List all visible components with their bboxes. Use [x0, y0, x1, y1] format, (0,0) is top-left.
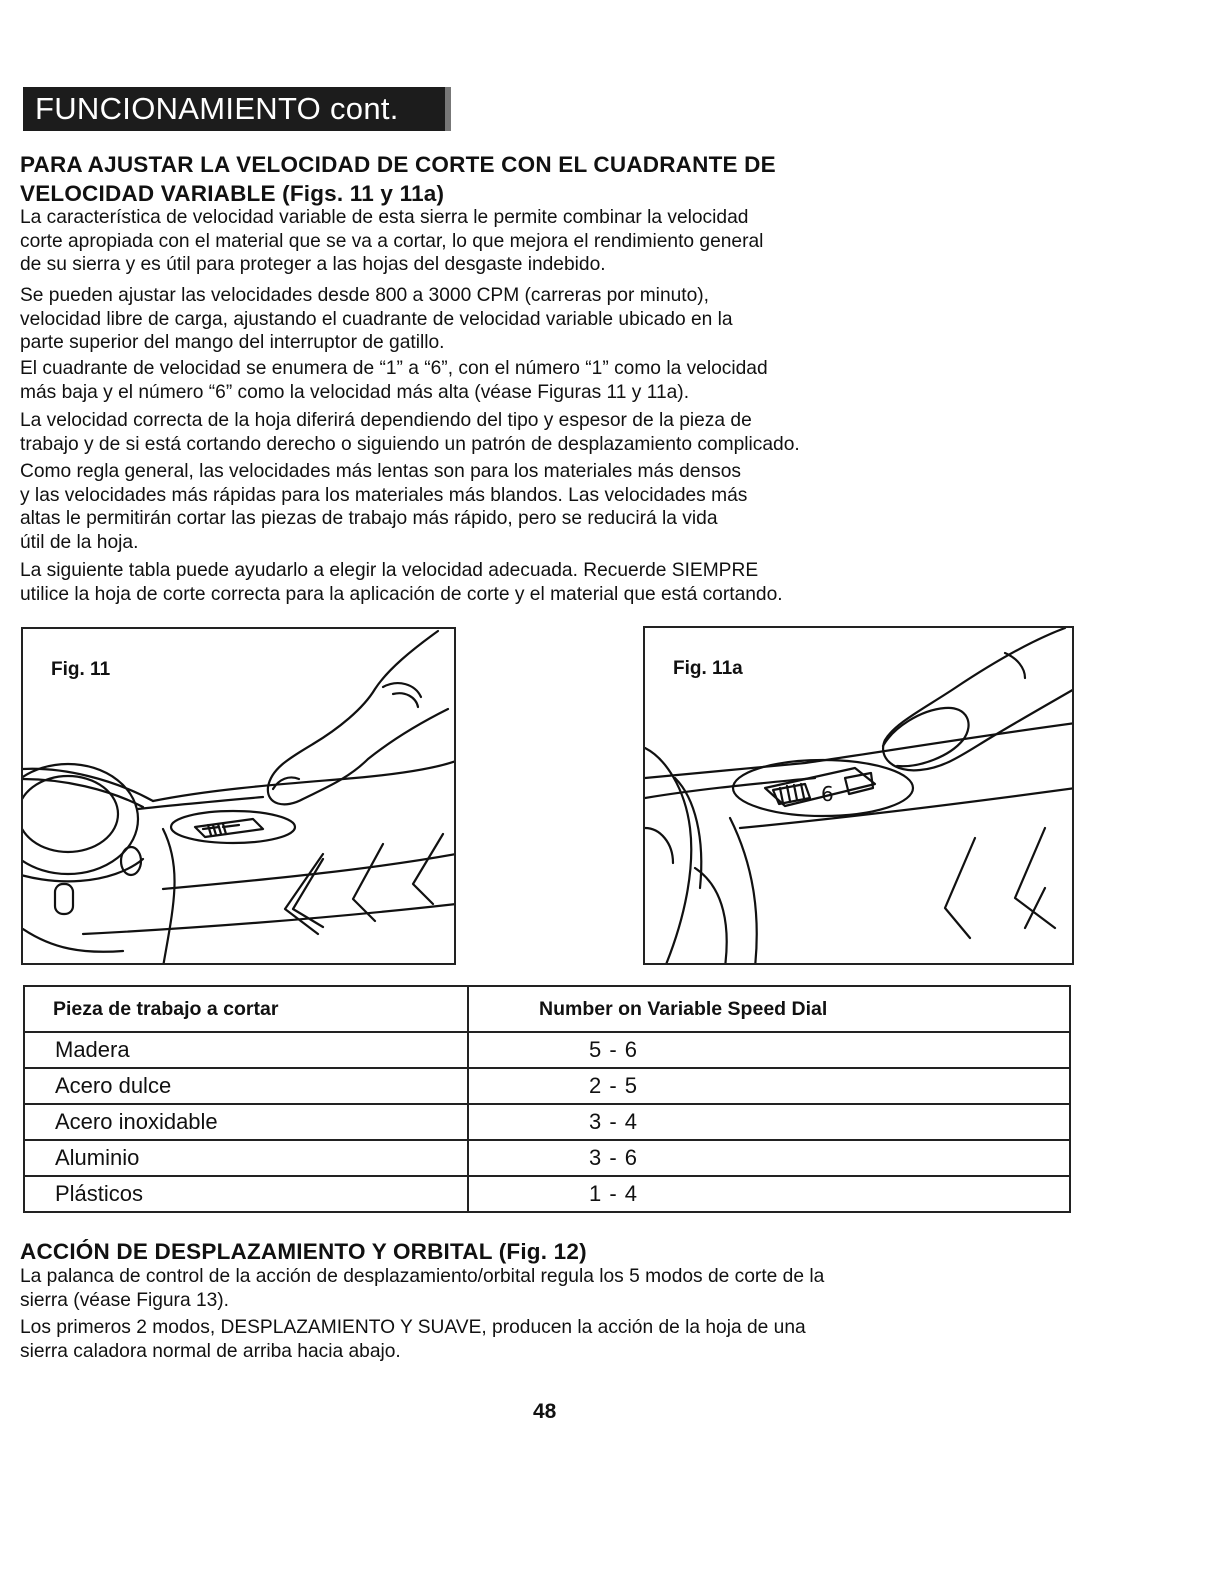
speed-table-header-row — [24, 986, 1070, 1032]
speed-section-heading-line1: PARA AJUSTAR LA VELOCIDAD DE CORTE CON EL CUADRANTE DE — [20, 152, 776, 177]
speed-section-heading-line2: VELOCIDAD VARIABLE (Figs. 11 y 11a) — [20, 181, 445, 206]
table-row — [24, 1176, 1070, 1212]
table-cell-material: Plásticos — [24, 1176, 468, 1212]
table-row — [24, 1032, 1070, 1068]
speed-paragraph-6: La siguiente tabla puede ayudarlo a elegir la velocidad adecuada. Recuerde SIEMPRE utilice la hoja de corte correcta para la aplicación de corte y el material que está cortando. — [20, 560, 783, 605]
table-cell-speed: 2 - 5 — [468, 1068, 1070, 1104]
speed-table-header-workpiece: Pieza de trabajo a cortar — [24, 986, 468, 1032]
figure-11-label: Fig. 11 — [51, 659, 111, 680]
speed-table-header-dial: Number on Variable Speed Dial — [468, 986, 1070, 1032]
orbital-paragraph-2: Los primeros 2 modos, DESPLAZAMIENTO Y SUAVE, producen la acción de la hoja de una sierra caladora normal de arriba hacia abajo. — [20, 1317, 806, 1362]
speed-paragraph-4: La velocidad correcta de la hoja diferirá dependiendo del tipo y espesor de la pieza de trabajo y de si está cortando derecho o siguiendo un patrón de desplazamiento complicado. — [20, 410, 800, 455]
figure-11a — [643, 626, 1074, 965]
table-cell-material: Acero inoxidable — [24, 1104, 468, 1140]
speed-paragraph-5: Como regla general, las velocidades más lentas son para los materiales más densos y las velocidades más rápidas para los materiales más blandos. Las velocidades más altas le permitirán cortar las piezas de trabajo más rápido, pero se reducirá la vida útil de la hoja. — [20, 461, 748, 553]
table-cell-material: Madera — [24, 1032, 468, 1068]
table-row — [24, 1068, 1070, 1104]
table-cell-speed: 3 - 6 — [468, 1140, 1070, 1176]
orbital-paragraph-1: La palanca de control de la acción de desplazamiento/orbital regula los 5 modos de corte de la sierra (véase Figura 13). — [20, 1266, 825, 1311]
table-cell-speed: 5 - 6 — [468, 1032, 1070, 1068]
page-number: 48 — [533, 1400, 557, 1423]
speed-paragraph-3: El cuadrante de velocidad se enumera de “1” a “6”, con el número “1” como la velocidad más baja y el número “6” como la velocidad más alta (véase Figuras 11 y 11a). — [20, 358, 768, 403]
speed-paragraph-2: Se pueden ajustar las velocidades desde 800 a 3000 CPM (carreras por minuto), velocidad libre de carga, ajustando el cuadrante de velocidad variable ubicado en la parte superior del mango del interruptor de gatillo. — [20, 285, 733, 353]
dial-number-text: 6 — [821, 782, 834, 806]
speed-paragraph-1: La característica de velocidad variable de esta sierra le permite combinar la velocidad corte apropiada con el material que se va a cortar, lo que mejora el rendimiento general de su sierra y es útil para proteger a las hojas del desgaste indebido. — [20, 207, 764, 275]
table-row — [24, 1140, 1070, 1176]
table-cell-speed: 1 - 4 — [468, 1176, 1070, 1212]
speed-table — [23, 985, 1071, 1213]
table-cell-speed: 3 - 4 — [468, 1104, 1070, 1140]
figure-11a-label: Fig. 11a — [673, 658, 743, 679]
table-cell-material: Aluminio — [24, 1140, 468, 1176]
section-banner: FUNCIONAMIENTO cont. — [23, 87, 451, 131]
orbital-section-heading: ACCIÓN DE DESPLAZAMIENTO Y ORBITAL (Fig. 12) — [20, 1239, 587, 1264]
figure-11 — [21, 627, 456, 965]
table-cell-material: Acero dulce — [24, 1068, 468, 1104]
table-row — [24, 1104, 1070, 1140]
